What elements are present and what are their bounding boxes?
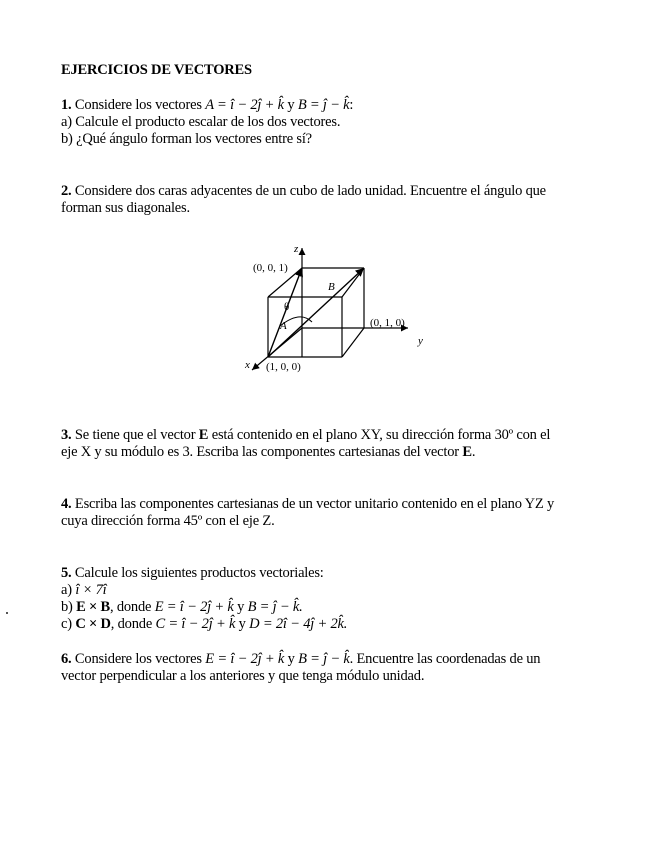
problem-5-c-mid: , donde (110, 616, 153, 632)
problem-5-line (61, 565, 324, 582)
problem-2-line-1 (61, 183, 546, 200)
problem-3-line-1 (61, 427, 550, 444)
margin-dot (6, 612, 8, 614)
problem-2-line-2: forman sus diagonales. (61, 200, 190, 216)
z-label: z (294, 243, 299, 255)
problem-6-line-2: vector perpendicular a los anteriores y que tenga módulo unidad. (61, 668, 425, 684)
problem-5-a-label: a) (61, 582, 72, 598)
problem-5-text: Calcule los siguientes productos vectoriales: (74, 565, 324, 581)
problem-6-number: 6. (61, 651, 72, 667)
problem-5-c-expr: C × D (75, 616, 111, 632)
problem-1-colon: : (349, 97, 354, 113)
vector-b-arrow (268, 268, 364, 357)
problem-5-part-c (61, 616, 347, 633)
problem-5-b-e: E = î − 2ĵ + k̂ (154, 599, 234, 615)
problem-1-part-a: a) Calcule el producto escalar de los dos vectores. (61, 114, 341, 130)
problem-3-text-b: está contenido en el plano XY, su dirección forma 30º con el (211, 427, 551, 443)
problem-2-text: Considere dos caras adyacentes de un cubo de lado unidad. Encuentre el ángulo que (74, 183, 546, 199)
point-010-label: (0, 1, 0) (370, 317, 405, 329)
problem-5-number: 5. (61, 565, 72, 581)
problem-1-and: y (287, 97, 295, 113)
page-title: EJERCICIOS DE VECTORES (61, 62, 252, 78)
problem-1-line (61, 97, 353, 114)
problem-3-vector-e: E (198, 427, 209, 443)
problem-5-c-c: C = î − 2ĵ + k̂ (155, 616, 236, 632)
theta-label: θ (284, 301, 290, 313)
problem-3-vector-e-2: E (462, 444, 472, 460)
cube-diagram (240, 240, 440, 380)
problem-6-and: y (287, 651, 295, 667)
problem-1-number: 1. (61, 97, 72, 113)
problem-3-number: 3. (61, 427, 72, 443)
problem-3-line-2 (61, 444, 475, 461)
problem-2-number: 2. (61, 183, 72, 199)
point-100-label: (1, 0, 0) (266, 361, 301, 373)
problem-1-part-b: b) ¿Qué ángulo forman los vectores entre sí? (61, 131, 312, 147)
problem-5-b-label: b) (61, 599, 73, 615)
problem-5-a-expr: î × 7î (75, 582, 107, 598)
problem-5-part-a (61, 582, 106, 599)
problem-6-text-end: . Encuentre las coordenadas de un (349, 651, 541, 667)
problem-5-part-b (61, 599, 303, 616)
problem-1-vector-a: A = î − 2ĵ + k̂ (205, 97, 284, 113)
problem-6-line-1 (61, 651, 540, 668)
x-label: x (245, 359, 250, 371)
y-label: y (418, 335, 423, 347)
problem-4-number: 4. (61, 496, 72, 512)
problem-4-line-1 (61, 496, 554, 513)
problem-5-b-expr: E × B (76, 599, 110, 615)
problem-4-text: Escriba las componentes cartesianas de un vector unitario contenido en el plano YZ y (74, 496, 555, 512)
problem-4-line-2: cuya dirección forma 45º con el eje Z. (61, 513, 275, 529)
a-label: A (280, 320, 287, 332)
problem-5-c-d: D = 2î − 4ĵ + 2k̂. (249, 616, 348, 632)
problem-3-text-c: eje X y su módulo es 3. Escriba las componentes cartesianas del vector (61, 444, 459, 460)
problem-5-b-mid: , donde (109, 599, 152, 615)
problem-6-vector-b: B = ĵ − k̂ (298, 651, 350, 667)
problem-5-c-label: c) (61, 616, 72, 632)
problem-1-text: Considere los vectores (74, 97, 202, 113)
problem-5-c-and: y (238, 616, 246, 632)
problem-6-vector-e: E = î − 2ĵ + k̂ (205, 651, 285, 667)
problem-6-text: Considere los vectores (74, 651, 202, 667)
problem-5-b-and: y (237, 599, 245, 615)
problem-3-period: . (471, 444, 476, 460)
problem-3-text-a: Se tiene que el vector (74, 427, 196, 443)
b-label: B (328, 281, 335, 293)
problem-5-b-b: B = ĵ − k̂. (247, 599, 303, 615)
point-001-label: (0, 0, 1) (253, 262, 288, 274)
problem-1-vector-b: B = ĵ − k̂ (297, 97, 350, 113)
